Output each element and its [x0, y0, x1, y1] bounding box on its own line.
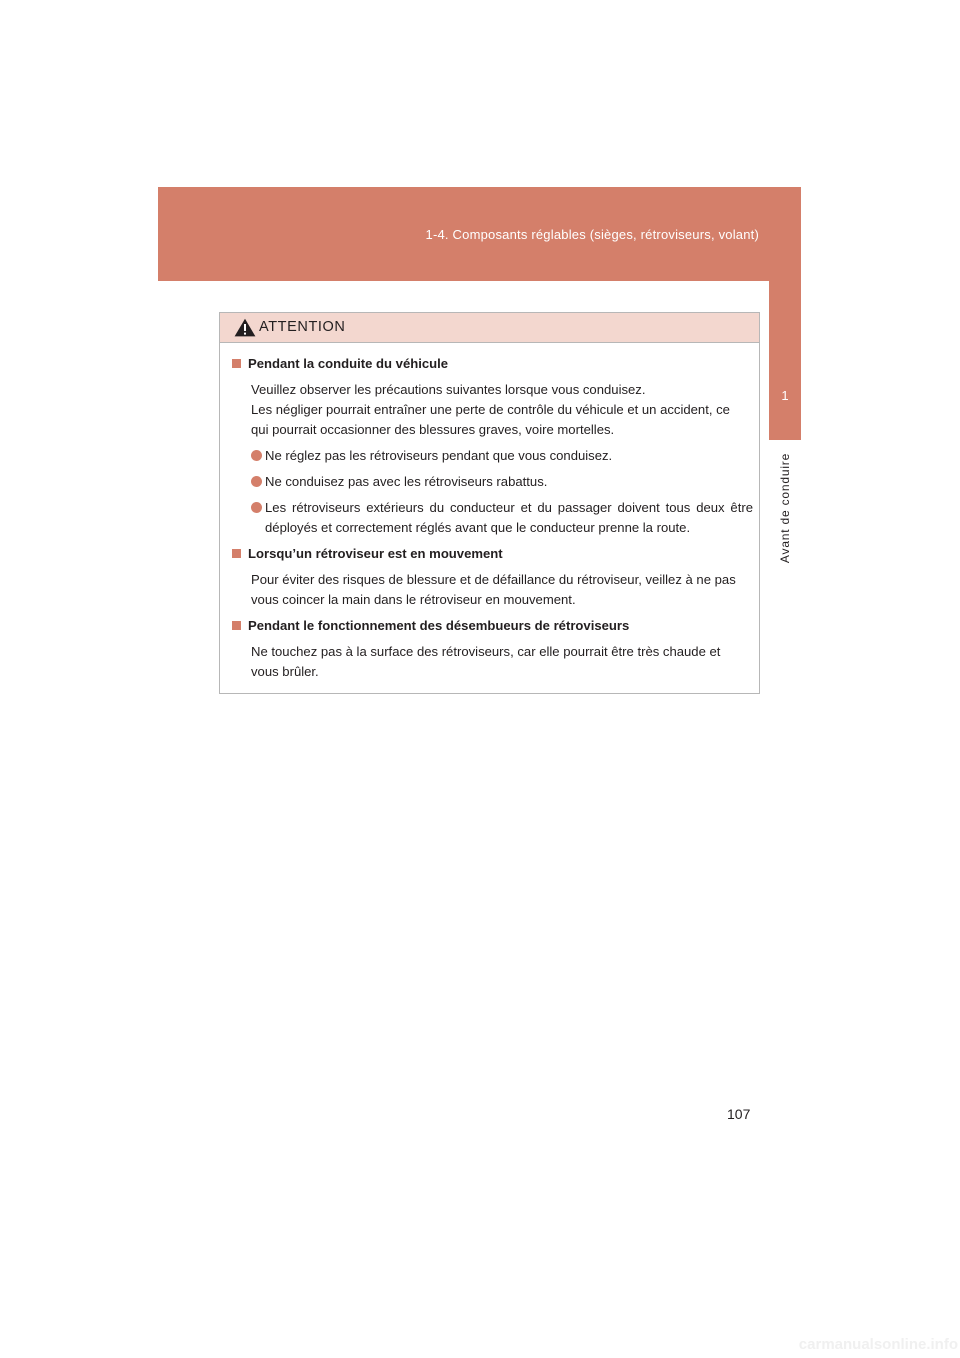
round-bullet-icon	[251, 476, 262, 487]
bullet-item: Ne conduisez pas avec les rétroviseurs rabattus.	[232, 472, 753, 492]
section-heading: Lorsqu’un rétroviseur est en mouvement	[232, 544, 753, 564]
chapter-section-title: 1-4. Composants réglables (sièges, rétroviseurs, volant)	[425, 227, 759, 242]
chapter-side-label: Avant de conduire	[778, 452, 792, 564]
page-number: 107	[727, 1106, 751, 1122]
section-paragraph	[232, 380, 753, 440]
paragraph-line: vous brûler.	[251, 664, 319, 679]
paragraph-line: Les négliger pourrait entraîner une perte de contrôle du véhicule et un accident, ce	[251, 402, 730, 417]
section-heading: Pendant la conduite du véhicule	[232, 354, 753, 374]
watermark-text: carmanualsonline.info	[798, 1336, 958, 1353]
round-bullet-icon	[251, 502, 262, 513]
round-bullet-icon	[251, 450, 262, 461]
chapter-header-band	[158, 187, 801, 281]
section-paragraph	[232, 642, 753, 682]
paragraph-line: Veuillez observer les précautions suivantes lorsque vous conduisez.	[251, 382, 646, 397]
chapter-number: 1	[781, 388, 789, 403]
square-bullet-icon	[232, 359, 241, 368]
paragraph-line: vous coincer la main dans le rétroviseur en mouvement.	[251, 592, 576, 607]
section-paragraph	[232, 570, 753, 610]
chapter-side-tab	[769, 281, 801, 440]
section-heading: Pendant le fonctionnement des désembueurs de rétroviseurs	[232, 616, 753, 636]
warning-header	[220, 313, 759, 343]
paragraph-line: Pour éviter des risques de blessure et de défaillance du rétroviseur, veillez à ne pas	[251, 572, 736, 587]
square-bullet-icon	[232, 621, 241, 630]
warning-body	[220, 343, 759, 682]
warning-box	[219, 312, 760, 694]
bullet-item: Les rétroviseurs extérieurs du conducteur et du passager doivent tous deux être déployés et correctement réglés avant que le conducteur prenne la route.	[232, 498, 753, 538]
square-bullet-icon	[232, 549, 241, 558]
paragraph-line: Ne touchez pas à la surface des rétroviseurs, car elle pourrait être très chaude et	[251, 644, 721, 659]
watermark-logo	[790, 1327, 960, 1358]
bullet-item: Ne réglez pas les rétroviseurs pendant que vous conduisez.	[232, 446, 753, 466]
paragraph-line: qui pourrait occasionner des blessures graves, voire mortelles.	[251, 422, 615, 437]
warning-triangle-icon	[234, 318, 256, 337]
warning-title: ATTENTION	[259, 319, 346, 335]
